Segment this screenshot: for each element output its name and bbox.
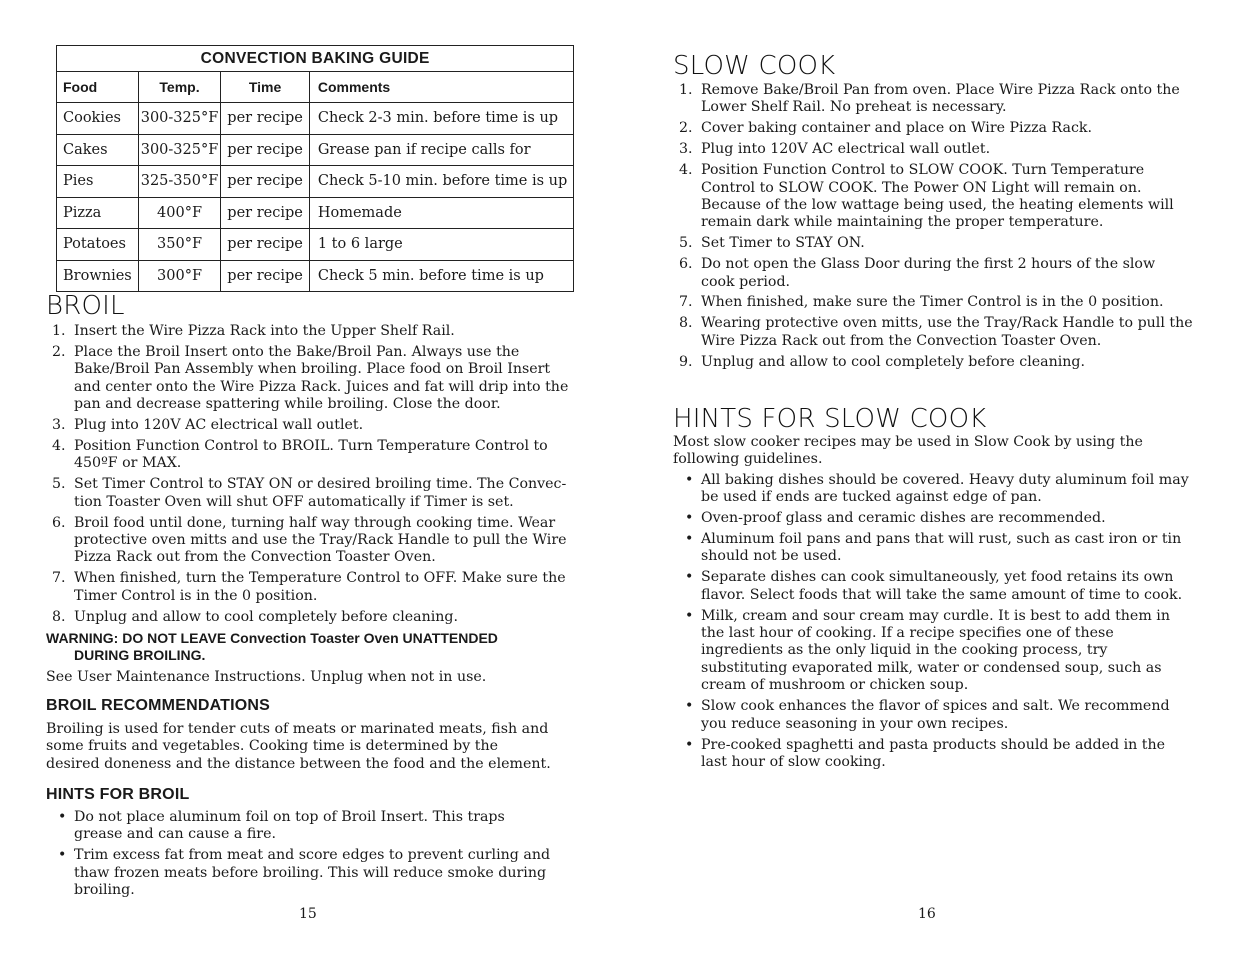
step-number: 9. bbox=[679, 353, 693, 370]
cell-comments: Check 5-10 min. before time is up bbox=[309, 166, 573, 198]
hints-slow-cook-intro: Most slow cooker recipes may be used in Slow Cook by using the following guidelines. bbox=[673, 434, 1143, 468]
step-text: When finished, turn the Temperature Control to OFF. Make sure the Timer Control is in the 0 position. bbox=[74, 570, 566, 604]
cell-temp: 300-325°F bbox=[138, 134, 221, 166]
step-text: Broil food until done, turning half way through cooking time. Wear protective oven mitts and use the Tray/Rack Handle to pull the Wire Pizza Rack out from the Convection Toaster Oven. bbox=[74, 514, 567, 566]
cell-food: Cookies bbox=[57, 103, 139, 135]
bullet-icon: • bbox=[58, 809, 67, 825]
bullet-text: Oven-proof glass and ceramic dishes are recommended. bbox=[701, 510, 1106, 527]
cell-time: per recipe bbox=[221, 103, 310, 135]
step-text: Unplug and allow to cool completely before cleaning. bbox=[74, 608, 459, 625]
step-number: 6. bbox=[679, 256, 693, 273]
broil-steps bbox=[46, 323, 570, 626]
step-number: 5. bbox=[52, 476, 66, 493]
bullet-text: Separate dishes can cook simultaneously, yet food retains its own flavor. Select foods that will take the same amount of time to cook. bbox=[701, 569, 1183, 603]
cell-time: per recipe bbox=[221, 229, 310, 261]
step-text: Position Function Control to SLOW COOK. Turn Temperature Control to SLOW COOK. The Power ON Light will remain on. Because of the low wattage being used, the heating elements will remain dark while maintaining the proper temperature. bbox=[701, 162, 1174, 231]
table-row bbox=[57, 134, 574, 166]
bullet-text: Aluminum foil pans and pans that will rust, such as cast iron or tin should not be used. bbox=[701, 531, 1182, 565]
warning-line-2: DURING BROILING. bbox=[74, 647, 206, 663]
cell-temp: 300-325°F bbox=[138, 103, 221, 135]
hints-slow-cook-block bbox=[673, 434, 1193, 775]
step-item bbox=[46, 515, 570, 567]
step-item bbox=[46, 476, 570, 511]
cell-time: per recipe bbox=[221, 260, 310, 292]
broil-recommendations-text-block bbox=[46, 721, 551, 773]
table-row bbox=[57, 229, 574, 261]
step-text: Remove Bake/Broil Pan from oven. Place Wire Pizza Rack onto the Lower Shelf Rail. No preheat is necessary. bbox=[701, 82, 1180, 116]
step-item bbox=[673, 294, 1193, 311]
step-item bbox=[46, 438, 570, 473]
broil-recommendations-heading: BROIL RECOMMENDATIONS bbox=[46, 697, 271, 714]
bullet-icon: • bbox=[58, 847, 67, 864]
step-number: 8. bbox=[52, 608, 66, 625]
slow-cook-steps bbox=[673, 82, 1193, 371]
step-text: Place the Broil Insert onto the Bake/Broil Pan. Always use the Bake/Broil Pan Assembly when broiling. Place food on Broil Insert and center onto the Wire Pizza Rack. Juices and fat will drip into the pan and decrease spattering while broiling. Close the door. bbox=[74, 343, 569, 413]
step-text: Cover baking container and place on Wire Pizza Rack. bbox=[701, 120, 1093, 137]
warning-line-1: WARNING: DO NOT LEAVE Convection Toaster Oven UNATTENDED bbox=[46, 629, 498, 646]
bullet-item bbox=[673, 472, 1193, 507]
step-item bbox=[673, 235, 1193, 252]
step-text: Set Timer to STAY ON. bbox=[701, 235, 865, 252]
broil-steps-block bbox=[46, 323, 570, 686]
col-header-food: Food bbox=[57, 72, 139, 103]
step-number: 6. bbox=[52, 514, 66, 531]
step-text: Set Timer Control to STAY ON or desired broiling time. The Convec-tion Toaster Oven will shut OFF automatically if Timer is set. bbox=[74, 476, 567, 510]
bullet-item bbox=[673, 510, 1193, 527]
step-text: Plug into 120V AC electrical wall outlet. bbox=[74, 417, 364, 434]
cell-temp: 325-350°F bbox=[138, 166, 221, 198]
hints-for-broil-heading: HINTS FOR BROIL bbox=[46, 786, 190, 803]
cell-comments: Check 5 min. before time is up bbox=[309, 260, 573, 292]
cell-food: Pizza bbox=[57, 197, 139, 229]
cell-food: Brownies bbox=[57, 260, 139, 292]
bullet-text: Do not place aluminum foil on top of Broil Insert. This traps grease and can cause a fire. bbox=[74, 809, 505, 843]
bullet-item bbox=[46, 809, 556, 844]
cell-food: Cakes bbox=[57, 134, 139, 166]
step-number: 2. bbox=[52, 343, 66, 360]
bullet-item bbox=[673, 569, 1193, 604]
cell-comments: 1 to 6 large bbox=[309, 229, 573, 261]
cell-temp: 300°F bbox=[138, 260, 221, 292]
step-item bbox=[46, 344, 570, 414]
step-number: 2. bbox=[679, 120, 693, 137]
step-item bbox=[46, 323, 570, 340]
bullet-item bbox=[673, 608, 1193, 695]
cell-time: per recipe bbox=[221, 134, 310, 166]
bullet-text: Slow cook enhances the flavor of spices and salt. We recommend you reduce seasoning in your own recipes. bbox=[701, 698, 1170, 732]
step-text: Plug into 120V AC electrical wall outlet. bbox=[701, 141, 991, 158]
maintenance-note: See User Maintenance Instructions. Unplug when not in use. bbox=[46, 668, 487, 685]
step-text: Insert the Wire Pizza Rack into the Upper Shelf Rail. bbox=[74, 323, 455, 339]
bullet-text: Pre-cooked spaghetti and pasta products should be added in the last hour of slow cooking. bbox=[701, 736, 1166, 770]
page-number-right: 16 bbox=[918, 906, 936, 922]
table-row bbox=[57, 166, 574, 198]
bullet-text: Milk, cream and sour cream may curdle. It is best to add them in the last hour of cooking. If a recipe specifies one of these ingredients as the only liquid in the cooking process, try substituting evaporated milk, water or condensed soup, such as cream of mushroom or chicken soup. bbox=[701, 607, 1170, 694]
bullet-item bbox=[673, 698, 1193, 733]
step-text: Unplug and allow to cool completely before cleaning. bbox=[701, 353, 1086, 370]
step-item bbox=[46, 570, 570, 605]
step-item bbox=[673, 141, 1193, 158]
bullet-text: Trim excess fat from meat and score edges to prevent curling and thaw frozen meats before broiling. This will reduce smoke during broiling. bbox=[74, 847, 551, 899]
table-row bbox=[57, 260, 574, 292]
slow-cook-steps-block bbox=[673, 82, 1193, 375]
slow-cook-hints-list bbox=[673, 472, 1193, 772]
step-text: Position Function Control to BROIL. Turn Temperature Control to 450ºF or MAX. bbox=[74, 437, 548, 472]
step-item bbox=[673, 120, 1193, 137]
cell-time: per recipe bbox=[221, 197, 310, 229]
col-header-comments: Comments bbox=[309, 72, 573, 103]
step-number: 3. bbox=[52, 417, 66, 434]
step-item bbox=[673, 256, 1193, 291]
table-row bbox=[57, 197, 574, 229]
cell-temp: 350°F bbox=[138, 229, 221, 261]
bullet-item bbox=[46, 847, 556, 899]
broil-hints-list bbox=[46, 809, 556, 900]
step-number: 7. bbox=[679, 294, 693, 311]
bullet-icon: • bbox=[685, 471, 694, 488]
broil-heading: BROIL bbox=[46, 291, 125, 321]
cell-comments: Grease pan if recipe calls for bbox=[309, 134, 573, 166]
step-number: 8. bbox=[679, 315, 693, 332]
bullet-icon: • bbox=[685, 510, 694, 527]
step-item bbox=[46, 609, 570, 626]
bullet-icon: • bbox=[685, 698, 694, 715]
bullet-icon: • bbox=[685, 607, 694, 624]
cell-comments: Check 2-3 min. before time is up bbox=[309, 103, 573, 135]
step-number: 7. bbox=[52, 570, 66, 587]
broil-recommendations-text: Broiling is used for tender cuts of meats or marinated meats, fish and some fruits and vegetables. Cooking time is determined by the desired doneness and the distance between the food and the element. bbox=[46, 721, 551, 772]
step-item bbox=[673, 82, 1193, 117]
broil-warning bbox=[46, 630, 570, 665]
table-title: CONVECTION BAKING GUIDE bbox=[57, 46, 574, 72]
bullet-item bbox=[673, 531, 1193, 566]
bullet-icon: • bbox=[685, 569, 694, 586]
cell-time: per recipe bbox=[221, 166, 310, 198]
hints-for-broil-block bbox=[46, 809, 556, 903]
bullet-text: All baking dishes should be covered. Heavy duty aluminum foil may be used if ends are tucked against edge of pan. bbox=[701, 471, 1189, 506]
step-item bbox=[673, 162, 1193, 232]
step-number: 1. bbox=[679, 82, 693, 98]
bullet-item bbox=[673, 737, 1193, 772]
step-item bbox=[46, 417, 570, 434]
bullet-icon: • bbox=[685, 531, 694, 548]
step-number: 3. bbox=[679, 141, 693, 158]
step-item bbox=[673, 354, 1193, 371]
bullet-icon: • bbox=[685, 736, 694, 753]
step-text: Do not open the Glass Door during the first 2 hours of the slow cook period. bbox=[701, 256, 1156, 290]
col-header-time: Time bbox=[221, 72, 310, 103]
convection-baking-guide-table bbox=[56, 45, 574, 292]
cell-food: Potatoes bbox=[57, 229, 139, 261]
step-number: 1. bbox=[52, 323, 66, 339]
slow-cook-heading: SLOW COOK bbox=[673, 51, 836, 81]
step-number: 4. bbox=[52, 437, 66, 454]
step-text: Wearing protective oven mitts, use the Tray/Rack Handle to pull the Wire Pizza Rack out from the Convection Toaster Oven. bbox=[701, 315, 1193, 349]
table-body bbox=[57, 103, 574, 292]
step-text: When finished, make sure the Timer Control is in the 0 position. bbox=[701, 294, 1164, 311]
step-number: 5. bbox=[679, 235, 693, 252]
table-row bbox=[57, 103, 574, 135]
col-header-temp: Temp. bbox=[138, 72, 221, 103]
page-number-left: 15 bbox=[299, 906, 317, 922]
cell-food: Pies bbox=[57, 166, 139, 198]
step-item bbox=[673, 315, 1193, 350]
cell-temp: 400°F bbox=[138, 197, 221, 229]
hints-slow-cook-heading: HINTS FOR SLOW COOK bbox=[673, 404, 987, 434]
step-number: 4. bbox=[679, 162, 693, 179]
cell-comments: Homemade bbox=[309, 197, 573, 229]
